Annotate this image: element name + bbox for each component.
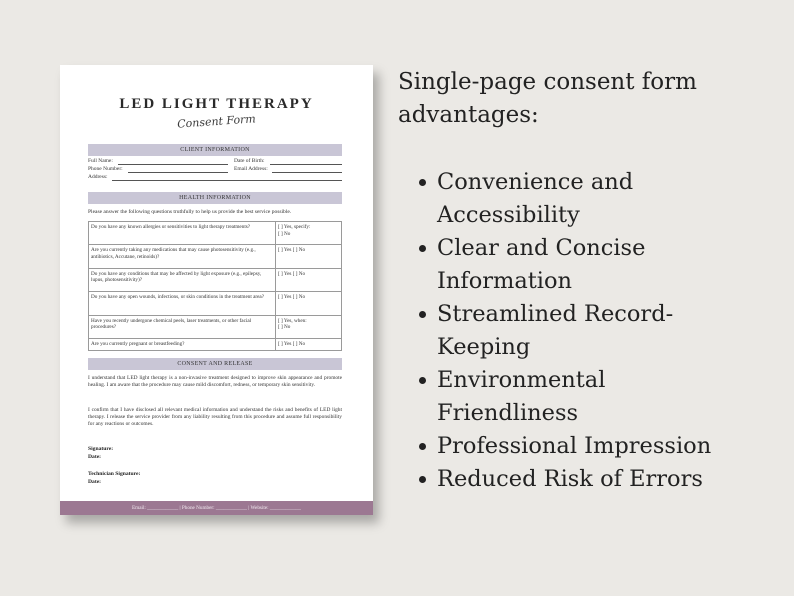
bullet-dot-icon <box>419 476 426 483</box>
answer-cell[interactable]: [ ] Yes [ ] No <box>276 245 342 268</box>
date-of-birth-label: Date of Birth: <box>234 158 265 164</box>
list-item <box>419 166 749 232</box>
answer-cell[interactable]: [ ] Yes [ ] No <box>276 338 342 350</box>
answer-cell[interactable]: [ ] Yes, when: [ ] No <box>276 315 342 338</box>
section-health-information: HEALTH INFORMATION <box>88 192 342 204</box>
consent-paragraph-1: I understand that LED light therapy is a non-invasive treatment designed to improve skin appearance and promote healing. I am aware that the procedure may cause mild discomfort, redness, or temporary skin sensitivity. <box>88 375 342 389</box>
bullet-dot-icon <box>419 245 426 252</box>
bullet-dot-icon <box>419 179 426 186</box>
table-row <box>89 268 342 291</box>
table-row <box>89 315 342 338</box>
advantages-heading: Single-page consent form advantages: <box>398 69 697 128</box>
form-title: LED LIGHT THERAPY <box>119 96 314 112</box>
table-row <box>89 292 342 315</box>
list-item-text: Environmental Friendliness <box>437 367 606 426</box>
advantages-panel <box>398 66 778 492</box>
list-item-text: Reduced Risk of Errors <box>437 466 703 492</box>
question-cell: Have you recently undergone chemical peels, laser treatments, or other facial procedures? <box>89 315 276 338</box>
technician-signature-label: Technician Signature: <box>88 471 141 477</box>
list-item <box>419 298 749 364</box>
section-client-information: CLIENT INFORMATION <box>88 144 342 156</box>
signature-date-label: Date: <box>88 454 102 460</box>
list-item <box>419 364 749 430</box>
table-row <box>89 338 342 350</box>
signature-label: Signature: <box>88 446 114 452</box>
health-questions-table <box>88 221 342 351</box>
answer-cell[interactable]: [ ] Yes [ ] No <box>276 292 342 315</box>
question-cell: Do you have any conditions that may be affected by light exposure (e.g., epilepsy, lupus, photosensitivity)? <box>89 268 276 291</box>
form-subtitle: Consent Form <box>176 112 257 131</box>
question-cell: Do you have any known allergies or sensitivities to light therapy treatments? <box>89 222 276 245</box>
form-footer: Email: ____________ | Phone Number: ____________ | Website: ____________ <box>60 501 373 515</box>
bullet-dot-icon <box>419 443 426 450</box>
date-of-birth-line <box>270 164 342 165</box>
question-cell: Are you currently pregnant or breastfeeding? <box>89 338 276 350</box>
consent-form-page <box>60 65 373 515</box>
phone-number-label: Phone Number: <box>88 166 123 172</box>
answer-cell[interactable]: [ ] Yes [ ] No <box>276 268 342 291</box>
email-address-label: Email Address: <box>234 166 268 172</box>
advantages-list <box>419 166 749 496</box>
consent-paragraph-2: I confirm that I have disclosed all relevant medical information and understand the risks and benefits of LED light therapy. I release the service provider from any liability resulting from this procedure and assume full responsibility for any reactions or outcomes. <box>88 407 342 428</box>
address-label: Address: <box>88 174 108 180</box>
list-item-text: Streamlined Record-Keeping <box>437 301 674 360</box>
email-address-line <box>272 172 342 173</box>
table-row <box>89 245 342 268</box>
address-line <box>112 180 342 181</box>
list-item <box>419 463 749 496</box>
full-name-label: Full Name: <box>88 158 113 164</box>
question-cell: Are you currently taking any medications that may cause photosensitivity (e.g., antibiotics, Accutane, retinoids)? <box>89 245 276 268</box>
list-item-text: Convenience and Accessibility <box>437 169 634 228</box>
section-consent-and-release: CONSENT AND RELEASE <box>88 358 342 370</box>
list-item-text: Clear and Concise Information <box>437 235 646 294</box>
list-item-text: Professional Impression <box>437 433 712 459</box>
bullet-dot-icon <box>419 377 426 384</box>
answer-cell[interactable]: [ ] Yes, specify: [ ] No <box>276 222 342 245</box>
full-name-line <box>118 164 228 165</box>
bullet-dot-icon <box>419 311 426 318</box>
table-row <box>89 222 342 245</box>
list-item <box>419 430 749 463</box>
technician-date-label: Date: <box>88 479 102 485</box>
health-intro: Please answer the following questions truthfully to help us provide the best service possible. <box>88 209 292 215</box>
phone-number-line <box>128 172 228 173</box>
list-item <box>419 232 749 298</box>
question-cell: Do you have any open wounds, infections, or skin conditions in the treatment area? <box>89 292 276 315</box>
